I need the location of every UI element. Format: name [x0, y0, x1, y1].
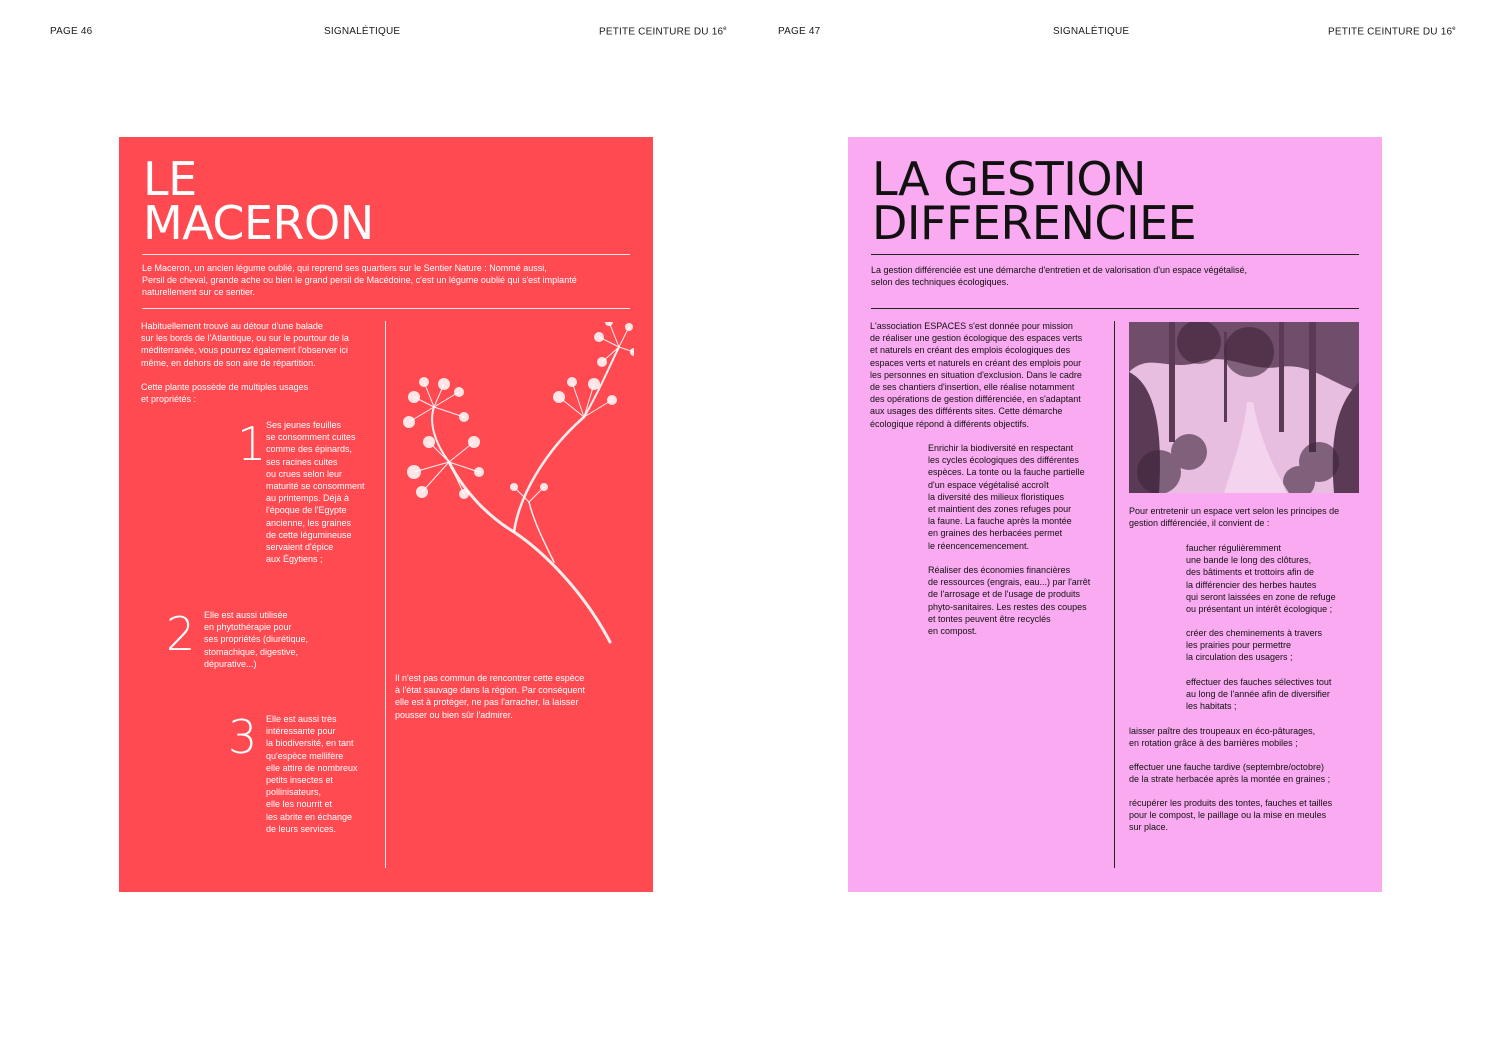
gestion-panel: [848, 137, 1382, 892]
principles-intro: Pour entretenir un espace vert selon les principes de gestion différenciée, il convient de :: [1129, 506, 1340, 529]
principle-selective-mowing: effectuer des fauches sélectives tout au long de l'année afin de diversifier les habitats ;: [1186, 677, 1332, 712]
running-title-text: PETITE CEINTURE DU 16: [1328, 26, 1453, 38]
panel-title: LE MACERON: [143, 152, 374, 250]
divider: [142, 308, 630, 309]
running-title-sup: e: [723, 26, 727, 32]
habitat-text: Habituellement trouvé au détour d'une balade sur les bords de l'Atlantique, ou sur le pourtour de la méditerranée, vous pourrez également l'observer ici même, en dehors de son aire de répartition.: [141, 321, 349, 368]
principle-recycling: récupérer les produits des tontes, fauches et tailles pour le compost, le paillage ou la mise en meules sur place.: [1129, 798, 1333, 833]
objective-biodiversity: Enrichir la biodiversité en respectant les cycles écologiques des différentes espèces. La tonte ou la fauche partielle d'un espace végétalisé accroît la diversité des milieux floristiques et maintient des zones refuges pour la faune. La fauche après la montée en graines des herbacées permet le réencencemencement.: [928, 443, 1085, 551]
item-text-1: Ses jeunes feuilles se consomment cuites comme des épinards, ses racines cuites ou crues selon leur maturité se consomment au printemps. Déjà à l'époque de l'Egypte ancienne, les graines de cette légumineuse servaient d'épice aux Égytiens ;: [266, 420, 365, 565]
item-number-2: 2: [166, 607, 196, 661]
divider: [142, 254, 630, 255]
left-running-title: [599, 26, 727, 37]
principle-mowing-strip: faucher régulièremment une bande le long des clôtures, des bâtiments et trottoirs afin de la différencier des herbes hautes qui seront laissées en zone de refuge ou présentant un intérêt écologique ;: [1186, 543, 1336, 615]
item-number-3: 3: [228, 710, 258, 764]
forest-path-photo: [1129, 322, 1359, 493]
uses-intro-text: Cette plante possède de multiples usages et propriétés :: [141, 382, 309, 405]
right-page-number: PAGE 47: [778, 26, 821, 37]
principle-late-mowing: effectuer une fauche tardive (septembre/octobre) de la strate herbacée après la montée en graines ;: [1129, 762, 1331, 785]
objective-economies: Réaliser des économies financières de ressources (engrais, eau...) par l'arrêt de l'arrosage et de l'usage de produits phyto-sanitaires. Les restes des coupes et tontes peuvent être recyclés en compost.: [928, 565, 1091, 637]
item-text-3: Elle est aussi très intéressante pour la biodiversité, en tant qu'espèce mellifère elle attire de nombreux petits insectes et pollinisateurs, elle les nourrit et les abrite en échange de leurs services.: [266, 714, 358, 834]
intro-text: La gestion différenciée est une démarche d'entretien et de valorisation d'un espace végétalisé, selon des techniques écologiques.: [871, 265, 1248, 288]
item-text-2: Elle est aussi utilisée en phytothérapie pour ses propriétés (diurétique, stomachique, digestive, dépurative...): [204, 610, 309, 669]
column-divider: [385, 321, 386, 868]
maceron-panel: [119, 137, 653, 892]
running-title-text: PETITE CEINTURE DU 16: [599, 26, 724, 38]
closing-text: Il n'est pas commun de rencontrer cette espèce à l'état sauvage dans la région. Par conséquent elle est à protéger, ne pas l'arracher, la laisser pousser ou bien sûr l'admirer.: [395, 673, 585, 720]
right-running-title: [1328, 26, 1456, 37]
panel-title: LA GESTION DIFFERENCIEE: [872, 152, 1197, 250]
left-section-label: SIGNALÉTIQUE: [324, 26, 401, 37]
right-section-label: SIGNALÉTIQUE: [1053, 26, 1130, 37]
divider: [871, 254, 1359, 255]
intro-text: Le Maceron, un ancien légume oublié, qui reprend ses quartiers sur le Sentier Nature : Nommé aussi, Persil de cheval, grande ache ou bien le grand persil de Macédoine, c'est un légume oublié qui s'est implanté naturellement sur ce sentier.: [142, 263, 577, 298]
left-page-number: PAGE 46: [50, 26, 93, 37]
principle-grazing: laisser paître des troupeaux en éco-pâturages, en rotation grâce à des barrières mobiles ;: [1129, 726, 1316, 749]
association-text: L'association ESPACES s'est donnée pour mission de réaliser une gestion écologique des espaces verts et naturels en créant des emplois écologiques des espaces verts et naturels en créant des emplois pour les personnes en situation d'exclusion. Dans le cadre de ses chantiers d'insertion, elle réalise notamment des opérations de gestion différenciée, en s'adaptant aux usages des différents sites. Cette démarche écologique répond à différents objectifs.: [870, 321, 1083, 429]
maceron-plant-illustration: [394, 322, 634, 652]
principle-paths: créer des cheminements à travers les prairies pour permettre la circulation des usagers ;: [1186, 628, 1323, 663]
running-title-sup: e: [1452, 26, 1456, 32]
column-divider: [1114, 321, 1115, 868]
divider: [871, 308, 1359, 309]
item-number-1: 1: [237, 417, 267, 471]
